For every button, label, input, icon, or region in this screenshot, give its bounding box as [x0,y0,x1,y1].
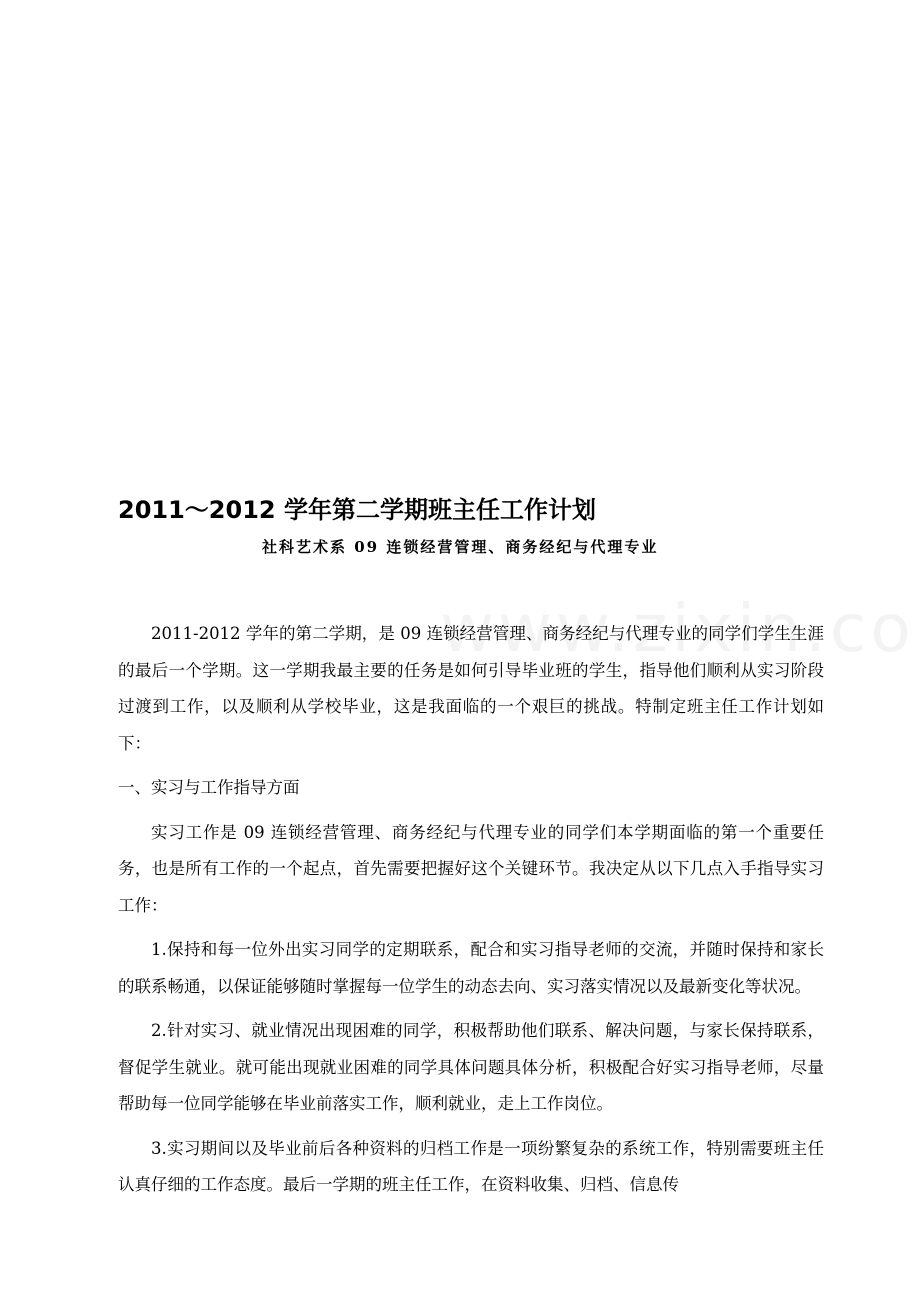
document-title: 2011～2012 学年第二学期班主任工作计划 [118,496,596,524]
paragraph-intro: 2011-2012 学年的第二学期，是 09 连锁经营管理、商务经纪与代理专业的同学们学生生涯的最后一个学期。这一学期我最主要的任务是如何引导毕业班的学生，指导他们顺利从实习阶段过渡到工作，以及顺利从学校毕业，这是我面临的一个艰巨的挑战。特制定班主任工作计划如下： [118,624,824,753]
paragraph-internship-intro: 实习工作是 09 连锁经营管理、商务经纪与代理专业的同学们本学期面临的第一个重要任务，也是所有工作的一个起点，首先需要把握好这个关键环节。我决定从以下几点入手指导实习工作： [118,822,824,915]
paragraph-item-1: 1.保持和每一位外出实习同学的定期联系，配合和实习指导老师的交流，并随时保持和家长的联系畅通，以保证能够随时掌握每一位学生的动态去向、实习落实情况以及最新变化等状况。 [118,940,824,996]
section-heading-internship: 一、实习与工作指导方面 [118,778,300,797]
paragraph-item-3: 3.实习期间以及毕业前后各种资料的归档工作是一项纷繁复杂的系统工作，特别需要班主任认真仔细的工作态度。最后一学期的班主任工作，在资料收集、归档、信息传 [118,1138,824,1194]
paragraph-item-2: 2.针对实习、就业情况出现困难的同学，积极帮助他们联系、解决问题，与家长保持联系，督促学生就业。就可能出现就业困难的同学具体问题具体分析，积极配合好实习指导老师，尽量帮助每一位同学能够在毕业前落实工作，顺利就业，走上工作岗位。 [118,1021,824,1113]
document-subtitle: 社科艺术系 09 连锁经营管理、商务经纪与代理专业 [262,538,659,556]
document-body [118,616,824,1212]
